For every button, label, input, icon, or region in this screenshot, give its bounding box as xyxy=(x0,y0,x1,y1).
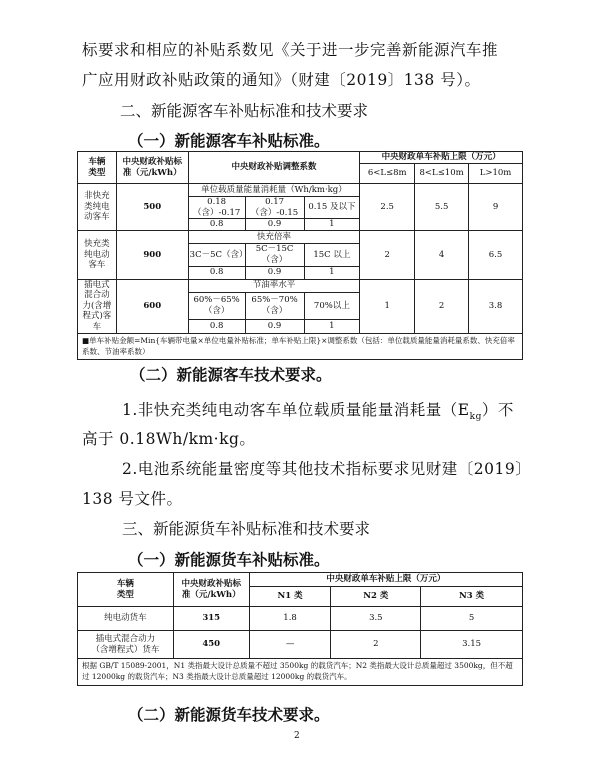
header-vehicle-type: 车辆 类型 xyxy=(78,152,117,184)
coef-range-cell: 65%－70% （含） xyxy=(245,293,304,320)
coef-value-cell: 1 xyxy=(304,219,360,231)
body-paragraph-line: 高于 0.18Wh/km·kg。 xyxy=(82,430,256,448)
header-cap-col: N2 类 xyxy=(331,587,421,607)
coef-range-cell: 3C－5C（含） xyxy=(188,244,245,266)
subsection-heading: （二）新能源货车技术要求。 xyxy=(128,706,330,724)
cap-cell: 3.15 xyxy=(421,631,523,659)
body-paragraph-line: 138 号文件。 xyxy=(82,490,183,508)
cap-cell: 6.5 xyxy=(469,231,523,279)
section-heading: 三、新能源货车补贴标准和技术要求 xyxy=(122,520,371,538)
header-cap-col: N3 类 xyxy=(421,587,523,607)
coef-value-cell: 1 xyxy=(304,320,360,334)
cap-cell: 2 xyxy=(415,279,469,333)
standard-cell: 450 xyxy=(173,631,249,659)
cap-cell: 2 xyxy=(331,631,421,659)
coef-value-cell: 0.9 xyxy=(245,219,304,231)
vehicle-type-cell: 纯电动货车 xyxy=(78,607,174,631)
coef-value-cell: 0.9 xyxy=(245,320,304,334)
header-subsidy-cap: 中央财政单车补贴上限（万元） xyxy=(249,573,522,587)
vehicle-type-cell: 插电式 混合动 力(含增 程式)客 车 xyxy=(78,279,117,333)
standard-cell: 315 xyxy=(173,607,249,631)
standard-cell: 500 xyxy=(116,184,188,231)
coef-range-cell: 60%－65% （含） xyxy=(188,293,245,320)
text-run: ）不 xyxy=(481,401,514,419)
coef-title-cell: 节油率水平 xyxy=(188,279,360,293)
cap-cell: — xyxy=(249,631,331,659)
cap-cell: 5 xyxy=(421,607,523,631)
cap-cell: 1.8 xyxy=(249,607,331,631)
cap-cell: 4 xyxy=(415,231,469,279)
page-number: 2 xyxy=(294,731,300,741)
truck-subsidy-table xyxy=(77,572,523,686)
cap-cell: 1 xyxy=(360,279,415,333)
body-paragraph-line: 标要求和相应的补贴系数见《关于进一步完善新能源汽车推 xyxy=(82,41,499,59)
subsection-heading: （二）新能源客车技术要求。 xyxy=(130,366,332,384)
coef-range-cell: 0.18（含）-0.17 xyxy=(188,197,245,219)
standard-cell: 600 xyxy=(116,279,188,333)
coef-range-cell: 5C－15C（含） xyxy=(245,244,304,266)
body-paragraph-line: 广应用财政补贴政策的通知》（财建〔2019〕138 号）。 xyxy=(82,71,481,89)
standard-cell: 900 xyxy=(116,231,188,279)
subscript: kg xyxy=(469,412,482,423)
section-heading: 二、新能源客车补贴标准和技术要求 xyxy=(120,102,369,120)
coef-value-cell: 1 xyxy=(304,266,360,279)
coef-range-cell: 15C 以上 xyxy=(304,244,360,266)
subsection-heading: （一）新能源货车补贴标准。 xyxy=(128,551,330,569)
header-cap-col: L>10m xyxy=(469,164,523,184)
coef-range-cell: 0.15 及以下 xyxy=(304,197,360,219)
body-paragraph-line: 2.电池系统能量密度等其他技术指标要求见财建〔2019〕 xyxy=(122,460,532,478)
cap-cell: 5.5 xyxy=(415,184,469,231)
vehicle-type-cell: 插电式混合动力 （含增程式）货车 xyxy=(78,631,174,659)
coef-value-cell: 0.8 xyxy=(188,266,245,279)
subsection-heading: （一）新能源客车补贴标准。 xyxy=(128,132,330,150)
body-paragraph-line xyxy=(122,398,514,422)
header-cap-col: 8<L≤10m xyxy=(415,164,469,184)
cap-cell: 9 xyxy=(469,184,523,231)
coef-range-cell: 0.17（含）-0.15 xyxy=(245,197,304,219)
header-subsidy-standard: 中央财政补贴标 准（元/kWh） xyxy=(116,152,188,184)
vehicle-type-cell: 快充类 纯电动 客车 xyxy=(78,231,117,279)
cap-cell: 3.8 xyxy=(469,279,523,333)
text-run: 1.非快充类纯电动客车单位载质量能量消耗量（E xyxy=(122,401,470,419)
table-note: 根据 GB/T 15089-2001，N1 类指最大设计总质量不超过 3500kg 的载货汽车；N2 类指最大设计总质量超过 3500kg，但不超过 12000kg 的载货汽车；N3 类指最大设计总质量超过 12000kg 的载货汽车。 xyxy=(78,659,523,686)
header-cap-col: N1 类 xyxy=(249,587,331,607)
header-subsidy-cap: 中央财政单车补贴上限（万元） xyxy=(360,152,523,164)
coef-title-cell: 快充倍率 xyxy=(188,231,360,244)
bus-subsidy-table xyxy=(77,151,523,360)
coef-value-cell: 0.9 xyxy=(245,266,304,279)
cap-cell: 2.5 xyxy=(360,184,415,231)
header-cap-col: 6<L≤8m xyxy=(360,164,415,184)
cap-cell: 3.5 xyxy=(331,607,421,631)
vehicle-type-cell: 非快充 类纯电 动客车 xyxy=(78,184,117,231)
coef-value-cell: 0.8 xyxy=(188,219,245,231)
header-adjust-coef: 中央财政补贴调整系数 xyxy=(188,152,360,184)
coef-range-cell: 70%以上 xyxy=(304,293,360,320)
header-vehicle-type: 车辆 类型 xyxy=(78,573,174,607)
header-subsidy-standard: 中央财政补贴标 准（元/kWh） xyxy=(173,573,249,607)
table-note: ■单车补贴金额=Min{车辆带电量×单位电量补贴标准；单车补贴上限}×调整系数（包括：单位载质量能量消耗量系数、快充倍率系数、节油率系数） xyxy=(78,333,523,360)
cap-cell: 2 xyxy=(360,231,415,279)
coef-value-cell: 0.8 xyxy=(188,320,245,334)
coef-title-cell: 单位载质量能量消耗量（Wh/km·kg） xyxy=(188,184,360,197)
